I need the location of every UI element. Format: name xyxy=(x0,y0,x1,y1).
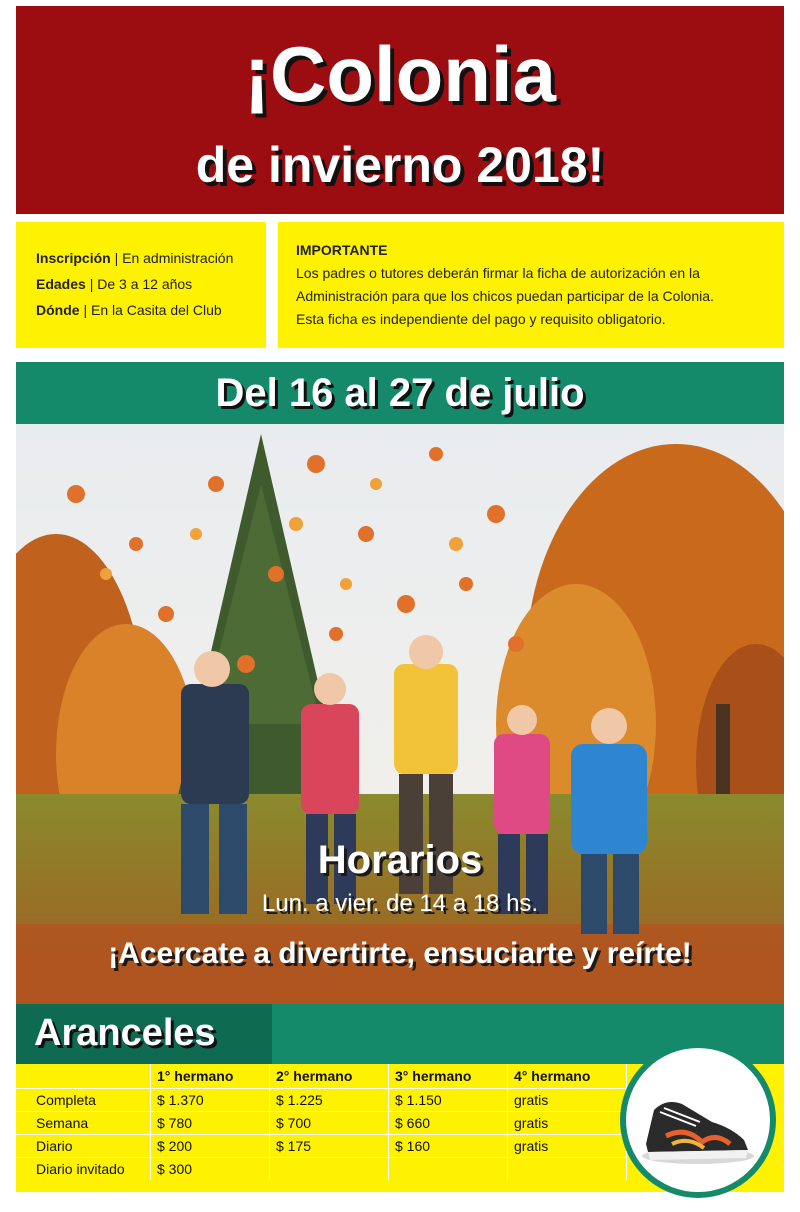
table-row xyxy=(16,1112,627,1135)
info-value: | De 3 a 12 años xyxy=(85,276,193,292)
info-inscripcion xyxy=(36,250,233,266)
info-label: Dónde xyxy=(36,302,80,318)
price-cell: $ 780 xyxy=(151,1112,270,1135)
table-header-cell: 3° hermano xyxy=(389,1064,508,1089)
price-cell: $ 200 xyxy=(151,1135,270,1158)
price-table xyxy=(16,1064,627,1180)
price-cell: gratis xyxy=(508,1135,627,1158)
important-title: IMPORTANTE xyxy=(296,242,388,258)
title-banner xyxy=(16,6,784,214)
dates-text: Del 16 al 27 de julio xyxy=(215,371,585,415)
sneakers-icon xyxy=(620,1042,776,1198)
table-header-cell: 2° hermano xyxy=(270,1064,389,1089)
info-box xyxy=(16,222,266,348)
info-label: Inscripción xyxy=(36,250,111,266)
price-cell: $ 160 xyxy=(389,1135,508,1158)
important-line: Los padres o tutores deberán firmar la ficha de autorización en la xyxy=(296,265,700,281)
price-cell: $ 1.150 xyxy=(389,1089,508,1112)
table-header-cell: 4° hermano xyxy=(508,1064,627,1089)
info-value: | En administración xyxy=(110,250,234,266)
page-title: ¡Colonia xyxy=(244,30,556,118)
important-line: Esta ficha es independiente del pago y requisito obligatorio. xyxy=(296,311,666,327)
table-row xyxy=(16,1158,627,1181)
price-cell xyxy=(270,1158,389,1181)
row-label: Completa xyxy=(16,1089,151,1112)
price-cell: $ 1.370 xyxy=(151,1089,270,1112)
important-box xyxy=(278,222,784,348)
table-row xyxy=(16,1089,627,1112)
price-cell: $ 1.225 xyxy=(270,1089,389,1112)
children-autumn-leaves-photo xyxy=(16,424,784,1004)
info-label: Edades xyxy=(36,276,86,292)
slogan: ¡Acercate a divertirte, ensuciarte y reírte! xyxy=(108,937,692,970)
table-header-row xyxy=(16,1064,627,1089)
row-label: Semana xyxy=(16,1112,151,1135)
price-cell xyxy=(508,1158,627,1181)
price-cell: $ 175 xyxy=(270,1135,389,1158)
row-label: Diario invitado xyxy=(16,1158,151,1181)
price-cell: $ 700 xyxy=(270,1112,389,1135)
horarios-detail: Lun. a vier. de 14 a 18 hs. xyxy=(261,890,539,917)
horarios-title: Horarios xyxy=(317,838,483,882)
dates-banner xyxy=(16,362,784,424)
info-donde xyxy=(36,302,222,318)
aranceles-title: Aranceles xyxy=(34,1012,216,1054)
row-label: Diario xyxy=(16,1135,151,1158)
price-cell: gratis xyxy=(508,1112,627,1135)
price-cell xyxy=(389,1158,508,1181)
price-cell: $ 300 xyxy=(151,1158,270,1181)
table-header-cell: 1° hermano xyxy=(151,1064,270,1089)
price-cell: gratis xyxy=(508,1089,627,1112)
page-subtitle: de invierno 2018! xyxy=(195,137,605,193)
table-row xyxy=(16,1135,627,1158)
important-line: Administración para que los chicos puedan participar de la Colonia. xyxy=(296,288,714,304)
info-value: | En la Casita del Club xyxy=(79,302,222,318)
price-cell: $ 660 xyxy=(389,1112,508,1135)
table-header-cell xyxy=(16,1064,151,1089)
info-edades xyxy=(36,276,192,292)
